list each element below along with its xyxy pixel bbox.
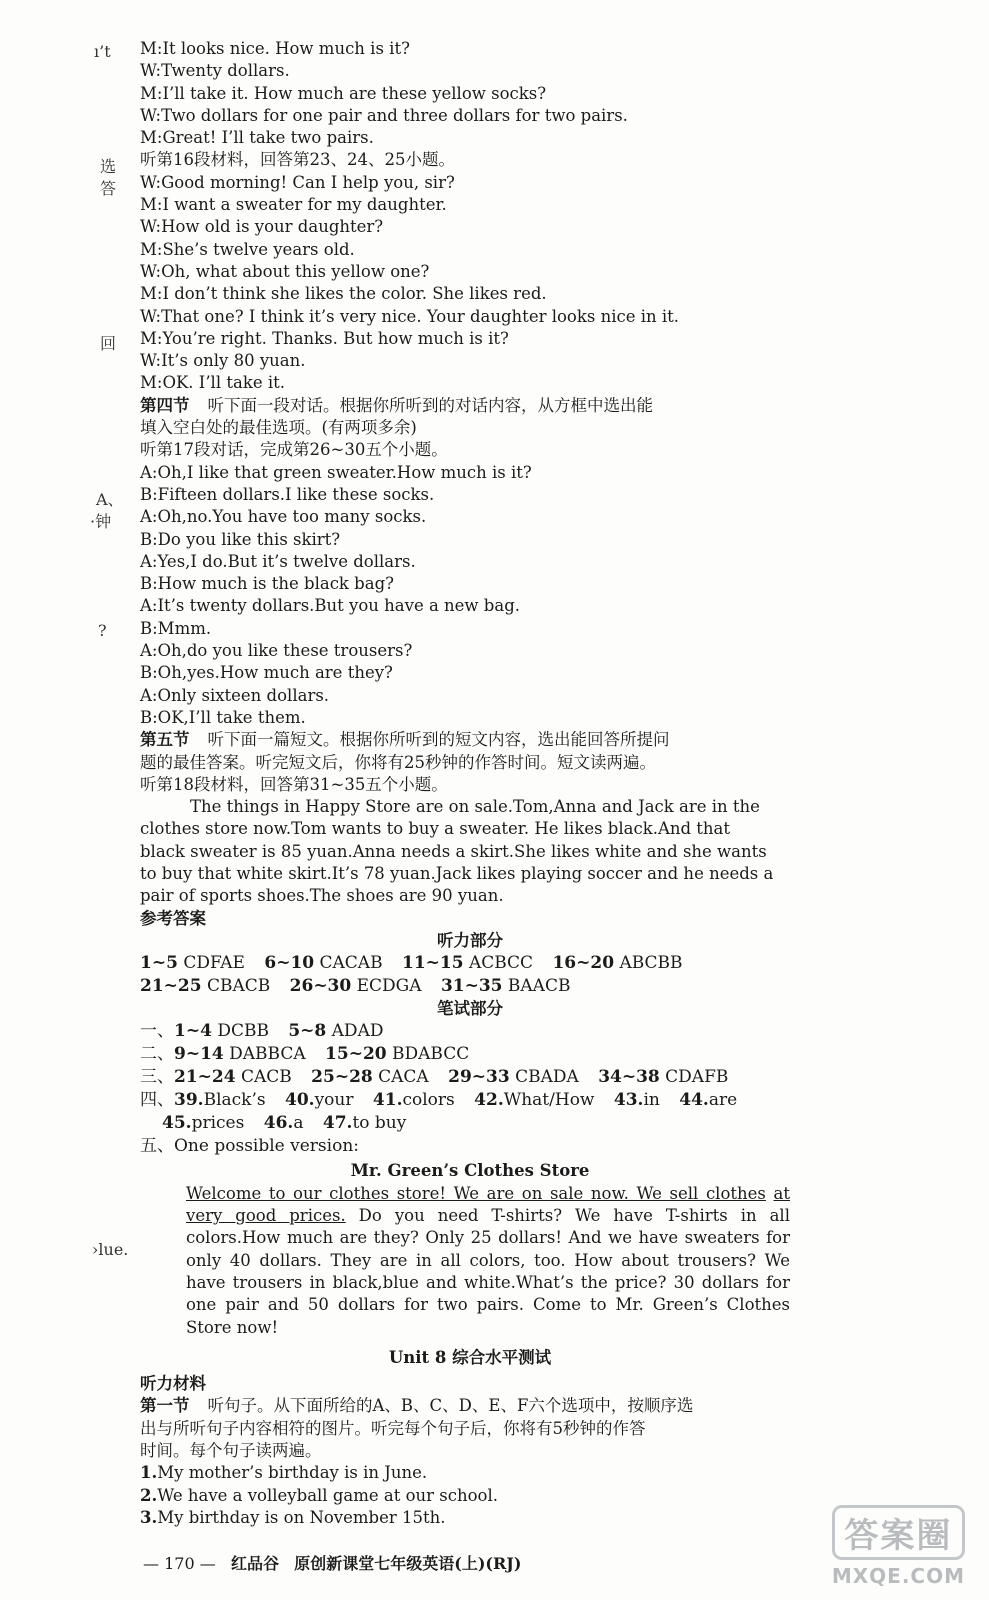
answer-range: 16~20 [552, 953, 615, 974]
sentence-text: My birthday is on November 15th. [157, 1507, 446, 1527]
answer-word: are [708, 1090, 738, 1111]
margin-fragment: 回 [100, 334, 117, 353]
answer-word: What/How [503, 1090, 595, 1111]
dialog-continued [140, 38, 800, 149]
dialog-line: A:Yes,I do.But it’s twelve dollars. [140, 551, 416, 571]
answer-range: 9~14 [174, 1044, 224, 1065]
answer-range: 6~10 [264, 953, 315, 974]
passage [140, 796, 800, 907]
listening-answers-row [140, 975, 800, 998]
listening-answers-row [140, 952, 800, 975]
answer-range: 25~28 [311, 1067, 373, 1088]
answer-range: 1~4 [174, 1021, 212, 1042]
written-answers-row [140, 1066, 800, 1089]
answer-prefix: 一、 [140, 1021, 174, 1042]
passage-line: pair of sports shoes.The shoes are 90 yuan. [140, 886, 504, 906]
answer-range: 11~15 [401, 953, 464, 974]
essay-title: Mr. Green’s Clothes Store [350, 1161, 590, 1181]
page-number: — 170 — [143, 1554, 216, 1573]
margin-fragment: ı’t [94, 42, 111, 61]
answer-range: 15~20 [325, 1044, 387, 1065]
section-text: 听句子。从下面所给的A、B、C、D、E、F六个选项中，按顺序选 [207, 1396, 694, 1416]
watermark-logo [832, 1505, 965, 1588]
answer-word: colors [402, 1090, 455, 1111]
section-text: 题的最佳答案。听完短文后，你将有25秒钟的作答时间。短文读两遍。 [140, 752, 656, 772]
unit-title: Unit 8 综合水平测试 [388, 1347, 552, 1367]
answer-number: 44. [679, 1090, 709, 1111]
section-text: 出与所听句子内容相符的图片。听完每个句子后，你将有5秒钟的作答 [140, 1418, 646, 1438]
answer-number: 47. [322, 1113, 353, 1134]
answer-number: 39. [174, 1090, 204, 1111]
page-footer [143, 1551, 521, 1574]
sentence-number: 1. [140, 1463, 158, 1483]
answer-word: a [293, 1113, 304, 1134]
dialog-line: B:OK,I’ll take them. [140, 707, 306, 727]
answer-word: Black’s [203, 1090, 266, 1111]
margin-fragment: ? [98, 621, 107, 640]
margin-fragment: 选 [100, 157, 117, 176]
margin-fragment: 答 [100, 179, 117, 198]
answer-prefix: 三、 [140, 1067, 174, 1088]
answer-keys: BAACB [507, 976, 571, 997]
dialog-line: W:Good morning! Can I help you, sir? [140, 172, 455, 192]
section-4-heading [140, 395, 800, 417]
watermark-text: 答案圈 [832, 1505, 965, 1560]
answer-keys: DCBB [217, 1021, 269, 1042]
answer-keys: CACB [240, 1067, 292, 1088]
dialog-line: W:Two dollars for one pair and three dollars for two pairs. [140, 105, 628, 125]
answer-keys: BDABCC [392, 1044, 470, 1065]
answer-word: your [314, 1090, 354, 1111]
listening-part-title: 听力部分 [437, 930, 503, 950]
written-answers-row [140, 1112, 800, 1135]
answer-keys: ACBCC [468, 953, 534, 974]
main-column [140, 38, 800, 1529]
dialog-line: W:It’s only 80 yuan. [140, 351, 306, 371]
dialog-line: W:That one? I think it’s very nice. Your daughter looks nice in it. [140, 306, 680, 326]
written-answers-row [140, 1089, 800, 1112]
margin-fragment: ›lue. [92, 1240, 129, 1259]
margin-fragment: A、 [96, 490, 124, 509]
dialog-17 [140, 462, 800, 730]
essay-underlined: at very good prices. [186, 1183, 790, 1226]
answer-keys: CDFAE [183, 953, 245, 974]
written-part-title: 笔试部分 [437, 999, 503, 1019]
answer-prefix: 二、 [140, 1044, 174, 1065]
dialog-line: W:How old is your daughter? [140, 217, 384, 237]
section-text: 听下面一篇短文。根据你所听到的短文内容，选出能回答所提问 [207, 730, 670, 750]
passage-line: clothes store now.Tom wants to buy a sweater. He likes black.And that [140, 819, 731, 839]
dialog-line: B:Mmm. [140, 618, 212, 638]
sentence-item [140, 1485, 800, 1507]
section-label: 第一节 [140, 1396, 190, 1416]
section-label: 第五节 [140, 730, 190, 750]
written-answers-row: 五、One possible version: [140, 1136, 359, 1157]
margin-fragment: ·钟 [90, 512, 112, 531]
answer-keys: CBADA [515, 1067, 579, 1088]
material-heading-18: 听第18段材料，回答第31~35五个小题。 [140, 774, 448, 794]
essay-underlined: Welcome to our clothes store! We are on sale now. We sell clothes [186, 1183, 766, 1203]
sentence-item [140, 1462, 800, 1484]
answer-range: 1~5 [140, 953, 178, 974]
dialog-line: B:How much is the black bag? [140, 574, 394, 594]
sentence-number: 3. [140, 1507, 158, 1527]
sentence-text: My mother’s birthday is in June. [157, 1463, 428, 1483]
answer-range: 5~8 [288, 1021, 327, 1042]
answer-number: 40. [285, 1090, 315, 1111]
answer-number: 43. [613, 1090, 644, 1111]
section-text: 填入空白处的最佳选项。(有两项多余) [140, 418, 417, 438]
dialog-line: M:Great! I’ll take two pairs. [140, 128, 374, 148]
section-text: 时间。每个句子读两遍。 [140, 1441, 322, 1461]
answer-keys: CDAFB [665, 1067, 729, 1088]
brand-name: 红品谷 [230, 1554, 279, 1573]
dialog-line: W:Twenty dollars. [140, 61, 290, 81]
answer-keys: ECDGA [356, 976, 422, 997]
essay-paragraph [186, 1183, 790, 1339]
answer-keys: DABBCA [229, 1044, 306, 1065]
essay-text: Do you need T-shirts? We have T-shirts in all colors.How much are they? Only 25 dollars! And we have sweaters for only 40 dollars. They are in all colors, too. How about trousers? We have trousers in black,blue and white.What’s the price? 30 dollars for one pair and 50 dollars for two pairs. Come to Mr. Green’s Clothes Store now! [186, 1206, 790, 1337]
passage-line: to buy that white skirt.It’s 78 yuan.Jack likes playing soccer and he needs a [140, 863, 774, 883]
material-heading-16: 听第16段材料，回答第23、24、25小题。 [140, 150, 455, 170]
passage-line: black sweater is 85 yuan.Anna needs a skirt.She likes white and she wants [140, 841, 767, 861]
answer-range: 31~35 [440, 976, 503, 997]
dialog-line: M:I want a sweater for my daughter. [140, 195, 447, 215]
answer-range: 21~24 [174, 1067, 236, 1088]
answer-keys: CACAB [319, 953, 383, 974]
dialog-line: B:Fifteen dollars.I like these socks. [140, 484, 435, 504]
section-text: 听下面一段对话。根据你所听到的对话内容，从方框中选出能 [207, 395, 653, 415]
dialog-line: M:I’ll take it. How much are these yellow socks? [140, 83, 547, 103]
answer-range: 29~33 [448, 1067, 510, 1088]
listening-material-title: 听力材料 [140, 1374, 206, 1394]
dialog-line: B:Oh,yes.How much are they? [140, 663, 393, 683]
answer-word: in [643, 1090, 660, 1111]
answer-keys: ADAD [331, 1021, 384, 1042]
dialog-16 [140, 172, 800, 395]
answer-range: 34~38 [598, 1067, 660, 1088]
written-answers-row [140, 1043, 800, 1066]
sentence-item [140, 1507, 800, 1529]
answer-prefix: 四、 [140, 1090, 174, 1111]
dialog-line: M:I don’t think she likes the color. She likes red. [140, 284, 547, 304]
dialog-line: M:You’re right. Thanks. But how much is it? [140, 328, 509, 348]
written-answers-row [140, 1020, 800, 1043]
dialog-line: B:Do you like this skirt? [140, 529, 341, 549]
answer-keys: ABCBB [619, 953, 683, 974]
sentence-text: We have a volleyball game at our school. [157, 1485, 499, 1505]
dialog-line: A:Oh,do you like these trousers? [140, 641, 413, 661]
section-5-heading [140, 729, 800, 751]
dialog-line: M:It looks nice. How much is it? [140, 39, 410, 58]
answer-number: 42. [474, 1090, 504, 1111]
answer-keys: CBACB [206, 976, 271, 997]
answers-title: 参考答案 [140, 908, 206, 928]
answer-range: 21~25 [140, 976, 202, 997]
dialog-line: A:Oh,no.You have too many socks. [140, 507, 427, 527]
dialog-line: M:OK. I’ll take it. [140, 373, 285, 393]
sentence-number: 2. [140, 1485, 158, 1505]
answer-number: 46. [263, 1113, 294, 1134]
answer-number: 41. [372, 1090, 403, 1111]
dialog-line: W:Oh, what about this yellow one? [140, 261, 430, 281]
answer-word: to buy [352, 1113, 407, 1134]
material-heading-17: 听第17段对话，完成第26~30五个小题。 [140, 440, 448, 460]
dialog-line: A:Only sixteen dollars. [140, 685, 330, 705]
watermark-url: MXQE.COM [831, 1564, 965, 1588]
essay-body [186, 1183, 790, 1339]
answer-word: prices [191, 1113, 245, 1134]
dialog-line: A:It’s twenty dollars.But you have a new bag. [140, 596, 521, 616]
answer-range: 26~30 [289, 976, 352, 997]
dialog-line: A:Oh,I like that green sweater.How much is it? [140, 462, 532, 482]
dialog-line: M:She’s twelve years old. [140, 239, 355, 259]
answer-keys: CACA [378, 1067, 429, 1088]
book-title: 原创新课堂七年级英语(上)(RJ) [294, 1554, 522, 1573]
section-label: 第四节 [140, 395, 190, 415]
passage-line: The things in Happy Store are on sale.Tom,Anna and Jack are in the [190, 797, 760, 817]
answer-number: 45. [162, 1113, 192, 1134]
section-1-heading [140, 1395, 800, 1417]
